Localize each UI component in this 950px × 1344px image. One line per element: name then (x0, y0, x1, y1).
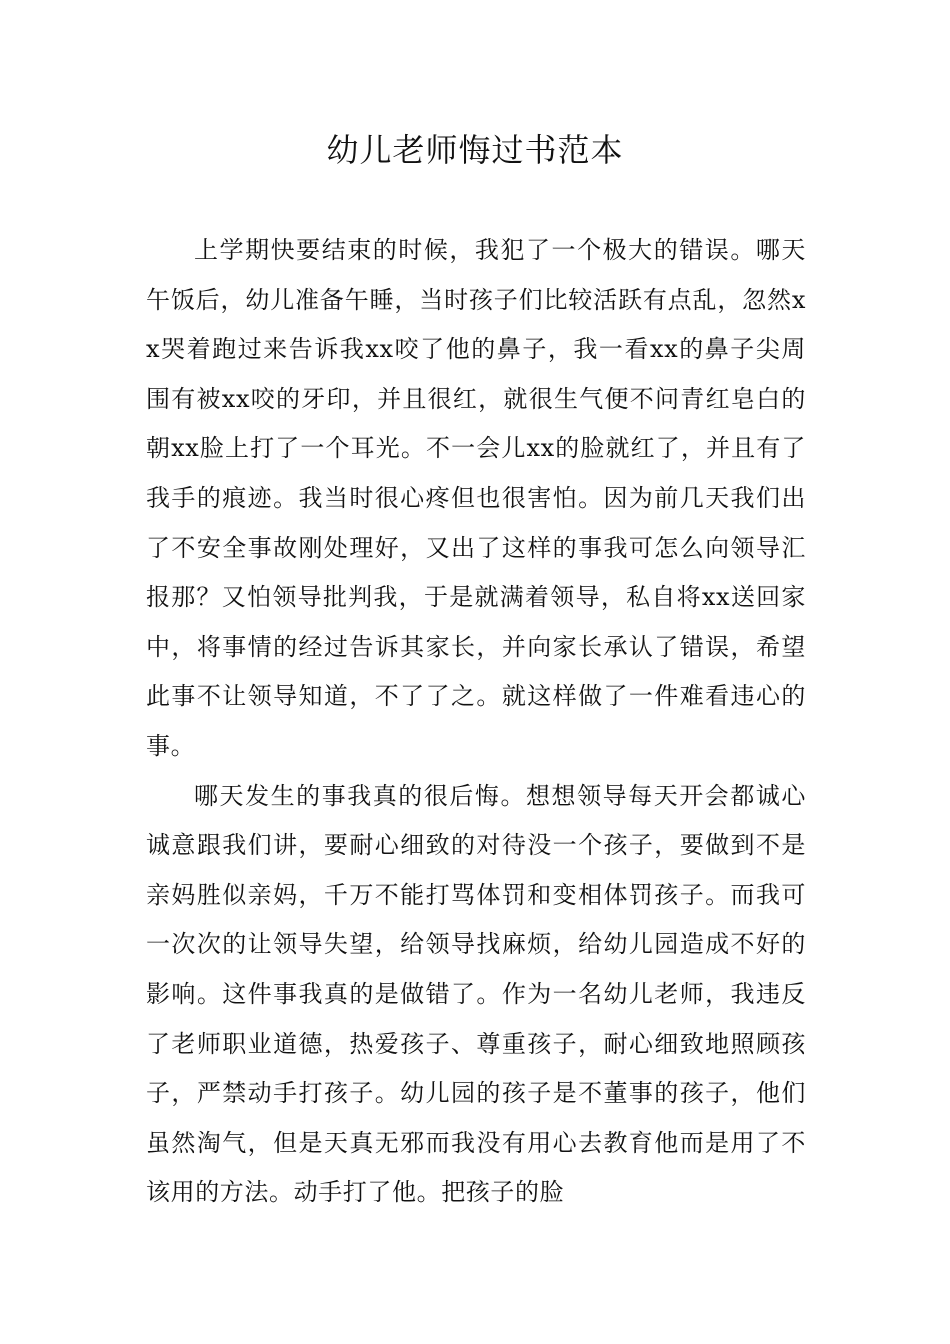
document-body (146, 226, 806, 1218)
document-title: 幼儿老师悔过书范本 (326, 131, 624, 169)
paragraph-2: 哪天发生的事我真的很后悔。想想领导每天开会都诚心诚意跟我们讲，要耐心细致的对待没一个孩子，要做到不是亲妈胜似亲妈，千万不能打骂体罚和变相体罚孩子。而我可一次次的让领导失望，给领导找麻烦，给幼儿园造成不好的影响。这件事我真的是做错了。作为一名幼儿老师，我违反了老师职业道德，热爱孩子、尊重孩子，耐心细致地照顾孩子，严禁动手打孩子。幼儿园的孩子是不董事的孩子，他们虽然淘气，但是天真无邪而我没有用心去教育他而是用了不该用的方法。动手打了他。把孩子的脸 (146, 781, 806, 1207)
paragraph-1: 上学期快要结束的时候，我犯了一个极大的错误。哪天午饭后，幼儿准备午睡，当时孩子们比较活跃有点乱，忽然xx哭着跑过来告诉我xx咬了他的鼻子，我一看xx的鼻子尖周围有被xx咬的牙印，并且很红，就很生气便不问青红皂白的朝xx脸上打了一个耳光。不一会儿xx的脸就红了，并且有了我手的痕迹。我当时很心疼但也很害怕。因为前几天我们出了不安全事故刚处理好，又出了这样的事我可怎么向领导汇报那？又怕领导批判我，于是就满着领导，私自将xx送回家中，将事情的经过告诉其家长，并向家长承认了错误，希望此事不让领导知道，不了了之。就这样做了一件难看违心的事。 (146, 236, 806, 760)
